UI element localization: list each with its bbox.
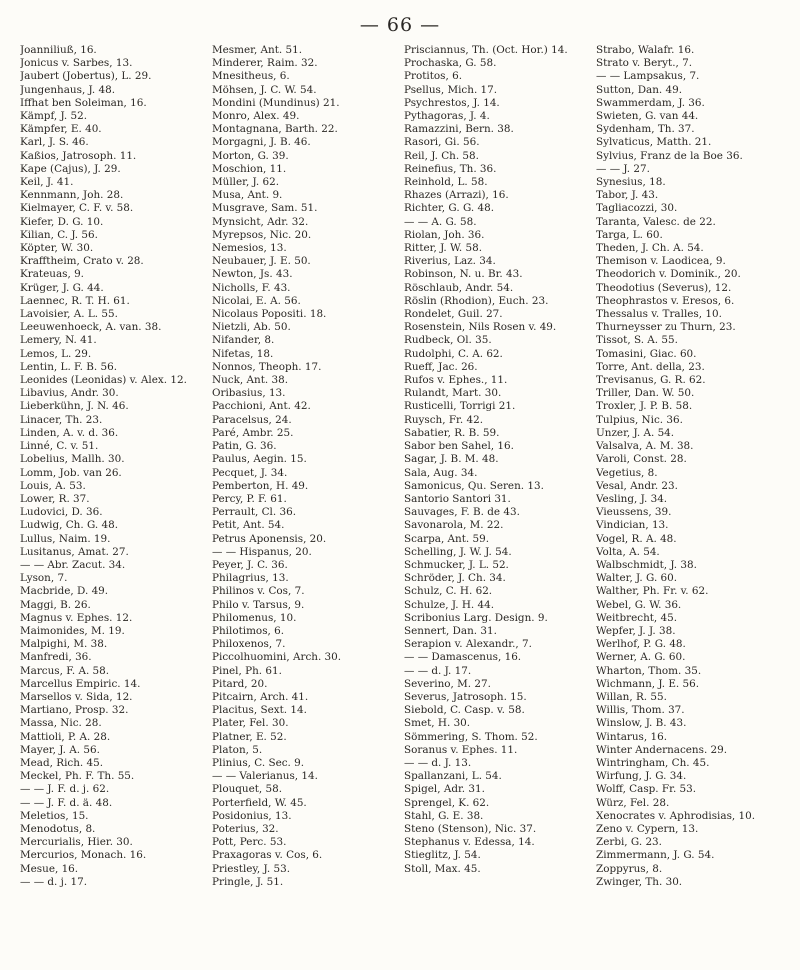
index-entry: Nifander, 8. <box>212 334 275 347</box>
index-entry: Schmucker, J. L. 52. <box>404 558 509 571</box>
index-entry: Ritter, J. W. 58. <box>404 242 483 255</box>
index-entry: Keil, J. 41. <box>20 176 74 189</box>
index-entry: Soranus v. Ephes. 11. <box>404 743 518 756</box>
index-entry: Manfredi, 36. <box>20 651 92 664</box>
index-entry: Zwinger, Th. 30. <box>596 875 683 888</box>
index-entry: Lomm, Job. van 26. <box>20 466 122 479</box>
index-entry: Röschlaub, Andr. 54. <box>404 281 514 294</box>
index-entry: Nicolaus Popositi. 18. <box>212 308 327 321</box>
index-entry: Platon, 5. <box>212 743 263 756</box>
index-entry: Winter Andernacens. 29. <box>596 743 728 756</box>
index-entry: Santorio Santori 31. <box>404 492 511 505</box>
index-entry: Sennert, Dan. 31. <box>404 624 497 637</box>
index-entry: Pecquet, J. 34. <box>212 466 288 479</box>
index-entry: Valsalva, A. M. 38. <box>596 440 694 453</box>
index-entry: Werlhof, P. G. 48. <box>596 638 686 651</box>
index-entry: Karl, J. S. 46. <box>20 136 89 149</box>
index-entry: Massa, Nic. 28. <box>20 717 102 730</box>
index-entry: Priestley, J. 53. <box>212 862 290 875</box>
index-entry: Zerbi, G. 23. <box>596 836 662 849</box>
index-entry: Mead, Rich. 45. <box>20 756 104 769</box>
index-entry: Rudolphi, C. A. 62. <box>404 347 503 360</box>
index-entry: Kämpf, J. 52. <box>20 110 88 123</box>
index-entry: Joanniliuß, 16. <box>20 44 97 56</box>
index-entry: Walbschmidt, J. 38. <box>596 558 697 571</box>
index-entry: Libavius, Andr. 30. <box>20 387 119 400</box>
index-entry: Lusitanus, Amat. 27. <box>20 545 129 558</box>
index-entry: Rasori, Gi. 56. <box>404 136 480 149</box>
index-entry: Rudbeck, Ol. 35. <box>404 334 492 347</box>
index-entry: Spigel, Adr. 31. <box>404 783 485 796</box>
index-entry: Sala, Aug. 34. <box>404 466 478 479</box>
index-entry: Nietzli, Ab. 50. <box>212 321 291 334</box>
index-entry: Musgrave, Sam. 51. <box>212 202 318 215</box>
index-entry: Stieglitz, J. 54. <box>404 849 481 862</box>
index-entry: Kielmayer, C. F. v. 58. <box>20 202 134 215</box>
index-entry: Sabor ben Sahel, 16. <box>404 440 514 453</box>
index-entry: Newton, Js. 43. <box>212 268 293 281</box>
index-entry: Krafftheim, Crato v. 28. <box>20 255 144 268</box>
index-entry: Tagliacozzi, 30. <box>596 202 678 215</box>
index-entry: Maimonides, M. 19. <box>20 624 125 637</box>
index-entry: Volta, A. 54. <box>596 545 660 558</box>
index-entry: Philinos v. Cos, 7. <box>212 585 305 598</box>
index-entry: Prisciannus, Th. (Oct. Hor.) 14. <box>404 44 568 56</box>
index-entry: Kennmann, Joh. 28. <box>20 189 124 202</box>
index-entry: Philotimos, 6. <box>212 624 285 637</box>
index-entry: — — Lampsakus, 7. <box>596 70 700 83</box>
index-entry: Schulz, C. H. 62. <box>404 585 493 598</box>
index-entry: — — Valerianus, 14. <box>212 770 318 783</box>
page-number-dash-left: — <box>359 14 380 36</box>
index-entry: Poterius, 32. <box>212 822 279 835</box>
index-entry: Stoll, Max. 45. <box>404 862 481 875</box>
index-entry: Riolan, Joh. 36. <box>404 228 485 241</box>
index-entry: Neubauer, J. E. 50. <box>212 255 311 268</box>
index-entry: Nemesios, 13. <box>212 242 287 255</box>
index-entry: Vieussens, 39. <box>596 506 672 519</box>
index-entry: Tabor, J. 43. <box>596 189 659 202</box>
index-entry: Würz, Fel. 28. <box>596 796 670 809</box>
index-entry: Philomenus, 10. <box>212 611 297 624</box>
index-entry: Vindician, 13. <box>596 519 669 532</box>
index-entry: Rondelet, Guil. 27. <box>404 308 503 321</box>
index-entry: Psychrestos, J. 14. <box>404 96 500 109</box>
index-entry: Petrus Aponensis, 20. <box>212 532 327 545</box>
index-entry: Ludwig, Ch. G. 48. <box>20 519 119 532</box>
index-entry: Siebold, C. Casp. v. 58. <box>404 704 525 717</box>
index-entry: Schelling, J. W. J. 54. <box>404 545 512 558</box>
index-entry: Petit, Ant. 54. <box>212 519 285 532</box>
index-entry: Smet, H. 30. <box>404 717 471 730</box>
page-number <box>0 14 800 36</box>
index-entry: Lemery, N. 41. <box>20 334 97 347</box>
index-entry: Musa, Ant. 9. <box>212 189 283 202</box>
index-entry: Röslin (Rhodion), Euch. 23. <box>404 294 549 307</box>
index-entry: Krüger, J. G. 44. <box>20 281 104 294</box>
index-entry: Porterfield, W. 45. <box>212 796 307 809</box>
index-entry: Philagrius, 13. <box>212 572 289 585</box>
index-entry: Wirfung, J. G. 34. <box>596 770 687 783</box>
index-entry: Rufos v. Ephes., 11. <box>404 374 508 387</box>
index-entry: Morgagni, J. B. 46. <box>212 136 311 149</box>
index-entry: Tomasini, Giac. 60. <box>596 347 697 360</box>
index-entry: Sauvages, F. B. de 43. <box>404 506 520 519</box>
index-entry: Swammerdam, J. 36. <box>596 96 705 109</box>
index-entry: Vesal, Andr. 23. <box>596 479 678 492</box>
page-number-dash-right: — <box>420 14 441 36</box>
index-entry: Sylvius, Franz de la Boe 36. <box>596 149 743 162</box>
index-entry: Pinel, Ph. 61. <box>212 664 282 677</box>
index-entry: Savonarola, M. 22. <box>404 519 504 532</box>
index-entry: — — Damascenus, 16. <box>404 651 522 664</box>
index-entry: Mesmer, Ant. 51. <box>212 44 303 56</box>
index-entry: Laennec, R. T. H. 61. <box>20 294 130 307</box>
index-entry: Marsellos v. Sida, 12. <box>20 690 133 703</box>
index-entry: Willis, Thom. 37. <box>596 704 685 717</box>
index-entry: Willan, R. 55. <box>596 690 667 703</box>
index-entry: Meletios, 15. <box>20 809 89 822</box>
index-entry: Werner, A. G. 60. <box>596 651 686 664</box>
index-entry: Schröder, J. Ch. 34. <box>404 572 506 585</box>
index-entry: Morton, G. 39. <box>212 149 289 162</box>
index-entry: Wintringham, Ch. 45. <box>596 756 710 769</box>
index-entry: — — J. 27. <box>596 162 650 175</box>
index-entry: Sagar, J. B. M. 48. <box>404 453 499 466</box>
index-columns <box>20 44 780 960</box>
index-entry: — — Abr. Zacut. 34. <box>20 558 126 571</box>
index-entry: Linacer, Th. 23. <box>20 413 103 426</box>
index-entry: Weitbrecht, 45. <box>596 611 678 624</box>
index-entry: Kaßios, Jatrosoph. 11. <box>20 149 137 162</box>
index-entry: Scarpa, Ant. 59. <box>404 532 490 545</box>
index-entry: Mynsicht, Adr. 32. <box>212 215 309 228</box>
index-entry: Wepfer, J. J. 38. <box>596 624 676 637</box>
index-entry: Kape (Cajus), J. 29. <box>20 162 121 175</box>
index-entry: Walther, Ph. Fr. v. 62. <box>596 585 709 598</box>
index-entry: Vogel, R. A. 48. <box>596 532 677 545</box>
index-entry: Theodotius (Severus), 12. <box>596 281 732 294</box>
index-entry: — — Hispanus, 20. <box>212 545 312 558</box>
index-entry: Mercurios, Monach. 16. <box>20 849 147 862</box>
index-entry: Lentin, L. F. B. 56. <box>20 360 118 373</box>
index-column-2 <box>212 44 396 960</box>
index-entry: Meckel, Ph. F. Th. 55. <box>20 770 135 783</box>
index-entry: Thurneysser zu Thurn, 23. <box>596 321 736 334</box>
index-entry: Samonicus, Qu. Seren. 13. <box>404 479 544 492</box>
index-column-4 <box>596 44 780 960</box>
index-entry: Ramazzini, Bern. 38. <box>404 123 514 136</box>
index-entry: Taranta, Valesc. de 22. <box>596 215 716 228</box>
index-entry: Linné, C. v. 51. <box>20 440 99 453</box>
index-entry: Kämpfer, E. 40. <box>20 123 102 136</box>
index-entry: — — J. F. d. ä. 48. <box>20 796 113 809</box>
index-entry: Iffhat ben Soleiman, 16. <box>20 96 147 109</box>
index-entry: Myrepsos, Nic. 20. <box>212 228 312 241</box>
index-entry: Piccolhuomini, Arch. 30. <box>212 651 342 664</box>
page-number-value: 66 <box>386 14 414 36</box>
index-entry: Targa, L. 60. <box>596 228 663 241</box>
index-entry: Psellus, Mich. 17. <box>404 83 498 96</box>
index-entry: Praxagoras v. Cos, 6. <box>212 849 323 862</box>
index-entry: Percy, P. F. 61. <box>212 492 287 505</box>
index-entry: Webel, G. W. 36. <box>596 598 682 611</box>
index-entry: Montagnana, Barth. 22. <box>212 123 338 136</box>
index-entry: Walter, J. G. 60. <box>596 572 678 585</box>
index-entry: — — d. J. 17. <box>404 664 472 677</box>
index-entry: Sutton, Dan. 49. <box>596 83 683 96</box>
index-entry: Sylvaticus, Matth. 21. <box>596 136 712 149</box>
index-entry: Sprengel, K. 62. <box>404 796 490 809</box>
index-entry: Lemos, L. 29. <box>20 347 92 360</box>
index-entry: Synesius, 18. <box>596 176 666 189</box>
index-entry: Mesue, 16. <box>20 862 79 875</box>
index-entry: Protitos, 6. <box>404 70 462 83</box>
index-entry: Unzer, J. A. 54. <box>596 426 675 439</box>
index-entry: Reinefius, Th. 36. <box>404 162 497 175</box>
index-entry: Zeno v. Cypern, 13. <box>596 822 699 835</box>
index-entry: Plater, Fel. 30. <box>212 717 289 730</box>
index-entry: Strabo, Walafr. 16. <box>596 44 695 56</box>
index-entry: Louis, A. 53. <box>20 479 86 492</box>
index-entry: Strato v. Beryt., 7. <box>596 57 693 70</box>
index-entry: Riverius, Laz. 34. <box>404 255 496 268</box>
index-entry: Placitus, Sext. 14. <box>212 704 307 717</box>
index-entry: Lullus, Naim. 19. <box>20 532 111 545</box>
index-entry: Nifetas, 18. <box>212 347 274 360</box>
index-entry: Perrault, Cl. 36. <box>212 506 297 519</box>
index-entry: Platner, E. 52. <box>212 730 287 743</box>
index-entry: Lower, R. 37. <box>20 492 90 505</box>
index-entry: Winslow, J. B. 43. <box>596 717 687 730</box>
index-entry: Lieberkühn, J. N. 46. <box>20 400 129 413</box>
index-entry: Jonicus v. Sarbes, 13. <box>20 57 133 70</box>
index-entry: Menodotus, 8. <box>20 822 96 835</box>
index-entry: Nonnos, Theoph. 17. <box>212 360 322 373</box>
index-entry: Wolff, Casp. Fr. 53. <box>596 783 697 796</box>
index-entry: Wintarus, 16. <box>596 730 668 743</box>
index-entry: Varoli, Const. 28. <box>596 453 687 466</box>
index-entry: Robinson, N. u. Br. 43. <box>404 268 523 281</box>
index-entry: Richter, G. G. 48. <box>404 202 495 215</box>
index-entry: Rueff, Jac. 26. <box>404 360 478 373</box>
index-entry: Leeuwenhoeck, A. van. 38. <box>20 321 162 334</box>
index-entry: Paracelsus, 24. <box>212 413 292 426</box>
index-entry: Torre, Ant. della, 23. <box>596 360 705 373</box>
index-entry: Marcellus Empiric. 14. <box>20 677 141 690</box>
index-entry: Serapion v. Alexandr., 7. <box>404 638 532 651</box>
index-entry: Pemberton, H. 49. <box>212 479 309 492</box>
index-entry: Plouquet, 58. <box>212 783 283 796</box>
index-entry: — — d. J. 13. <box>404 756 472 769</box>
index-entry: Lobelius, Mallh. 30. <box>20 453 125 466</box>
index-entry: Mayer, J. A. 56. <box>20 743 100 756</box>
index-entry: Wharton, Thom. 35. <box>596 664 702 677</box>
index-entry: — — J. F. d. j. 62. <box>20 783 110 796</box>
index-entry: Pitard, 20. <box>212 677 268 690</box>
index-entry: Rhazes (Arrazi), 16. <box>404 189 509 202</box>
index-entry: Zimmermann, J. G. 54. <box>596 849 715 862</box>
index-entry: — — d. j. 17. <box>20 875 87 888</box>
index-entry: Marcus, F. A. 58. <box>20 664 110 677</box>
index-entry: Mercurialis, Hier. 30. <box>20 836 133 849</box>
index-entry: Paré, Ambr. 25. <box>212 426 294 439</box>
index-entry: Köpter, W. 30. <box>20 242 94 255</box>
index-entry: Magnus v. Ephes. 12. <box>20 611 133 624</box>
index-entry: Tissot, S. A. 55. <box>596 334 678 347</box>
index-entry: Swieten, G. van 44. <box>596 110 699 123</box>
index-entry: Vegetius, 8. <box>596 466 658 479</box>
index-entry: Minderer, Raim. 32. <box>212 57 318 70</box>
index-column-3 <box>404 44 588 960</box>
index-entry: Steno (Stenson), Nic. 37. <box>404 822 537 835</box>
index-entry: Pitcairn, Arch. 41. <box>212 690 309 703</box>
index-entry: Lavoisier, A. L. 55. <box>20 308 118 321</box>
index-entry: Rulandt, Mart. 30. <box>404 387 502 400</box>
index-entry: Macbride, D. 49. <box>20 585 109 598</box>
index-entry: Wichmann, J. E. 56. <box>596 677 700 690</box>
index-entry: Jaubert (Jobertus), L. 29. <box>20 70 152 83</box>
index-entry: Sydenham, Th. 37. <box>596 123 695 136</box>
index-entry: Xenocrates v. Aphrodisias, 10. <box>596 809 756 822</box>
index-entry: Rusticelli, Torrigi 21. <box>404 400 516 413</box>
index-entry: — — A. G. 58. <box>404 215 477 228</box>
index-entry: Triller, Dan. W. 50. <box>596 387 695 400</box>
index-column-1 <box>20 44 204 960</box>
index-entry: Nuck, Ant. 38. <box>212 374 289 387</box>
index-entry: Severino, M. 27. <box>404 677 491 690</box>
index-entry: Ludovici, D. 36. <box>20 506 103 519</box>
index-entry: Tulpius, Nic. 36. <box>596 413 683 426</box>
index-entry: Peyer, J. C. 36. <box>212 558 288 571</box>
index-entry: Nicholls, F. 43. <box>212 281 291 294</box>
index-entry: Trevisanus, G. R. 62. <box>596 374 706 387</box>
index-entry: Sabatier, R. B. 59. <box>404 426 500 439</box>
index-entry: Martiano, Prosp. 32. <box>20 704 129 717</box>
index-entry: Oribasius, 13. <box>212 387 286 400</box>
index-entry: Posidonius, 13. <box>212 809 292 822</box>
index-entry: Mattioli, P. A. 28. <box>20 730 111 743</box>
index-entry: Troxler, J. P. B. 58. <box>596 400 693 413</box>
index-entry: Spallanzani, L. 54. <box>404 770 502 783</box>
index-entry: Thessalus v. Tralles, 10. <box>596 308 722 321</box>
index-entry: Schulze, J. H. 44. <box>404 598 495 611</box>
index-entry: Theophrastos v. Eresos, 6. <box>596 294 735 307</box>
index-entry: Nicolai, E. A. 56. <box>212 294 301 307</box>
index-entry: Kiefer, D. G. 10. <box>20 215 104 228</box>
index-entry: Lyson, 7. <box>20 572 68 585</box>
index-entry: Reinhold, L. 58. <box>404 176 488 189</box>
index-entry: Themison v. Laodicea, 9. <box>596 255 726 268</box>
index-entry: Krateuas, 9. <box>20 268 84 281</box>
index-entry: Pringle, J. 51. <box>212 875 284 888</box>
index-entry: Prochaska, G. 58. <box>404 57 497 70</box>
index-entry: Patin, G. 36. <box>212 440 277 453</box>
index-entry: Theodorich v. Dominik., 20. <box>596 268 741 281</box>
index-entry: Reil, J. Ch. 58. <box>404 149 479 162</box>
index-entry: Rosenstein, Nils Rosen v. 49. <box>404 321 557 334</box>
index-entry: Pott, Perc. 53. <box>212 836 287 849</box>
index-entry: Stephanus v. Edessa, 14. <box>404 836 535 849</box>
index-entry: Philoxenos, 7. <box>212 638 286 651</box>
index-entry: Moschion, 11. <box>212 162 287 175</box>
index-entry: Vesling, J. 34. <box>596 492 668 505</box>
index-entry: Pythagoras, J. 4. <box>404 110 490 123</box>
index-entry: Jungenhaus, J. 48. <box>20 83 116 96</box>
index-entry: Mnesitheus, 6. <box>212 70 290 83</box>
index-entry: Ruysch, Fr. 42. <box>404 413 483 426</box>
index-entry: Severus, Jatrosoph. 15. <box>404 690 527 703</box>
index-entry: Linden, A. v. d. 36. <box>20 426 119 439</box>
index-entry: Paulus, Aegin. 15. <box>212 453 307 466</box>
index-entry: Scribonius Larg. Design. 9. <box>404 611 548 624</box>
index-entry: Mondini (Mundinus) 21. <box>212 96 340 109</box>
index-entry: Plinius, C. Sec. 9. <box>212 756 305 769</box>
index-entry: Monro, Alex. 49. <box>212 110 300 123</box>
index-entry: Philo v. Tarsus, 9. <box>212 598 305 611</box>
index-entry: Stahl, G. E. 38. <box>404 809 484 822</box>
index-entry: Möhsen, J. C. W. 54. <box>212 83 317 96</box>
index-entry: Sömmering, S. Thom. 52. <box>404 730 538 743</box>
index-entry: Theden, J. Ch. A. 54. <box>596 242 704 255</box>
index-entry: Leonides (Leonidas) v. Alex. 12. <box>20 374 187 387</box>
index-entry: Maggi, B. 26. <box>20 598 91 611</box>
index-entry: Kilian, C. J. 56. <box>20 228 98 241</box>
index-entry: Zoppyrus, 8. <box>596 862 663 875</box>
index-entry: Pacchioni, Ant. 42. <box>212 400 311 413</box>
index-entry: Malpighi, M. 38. <box>20 638 108 651</box>
index-entry: Müller, J. 62. <box>212 176 280 189</box>
